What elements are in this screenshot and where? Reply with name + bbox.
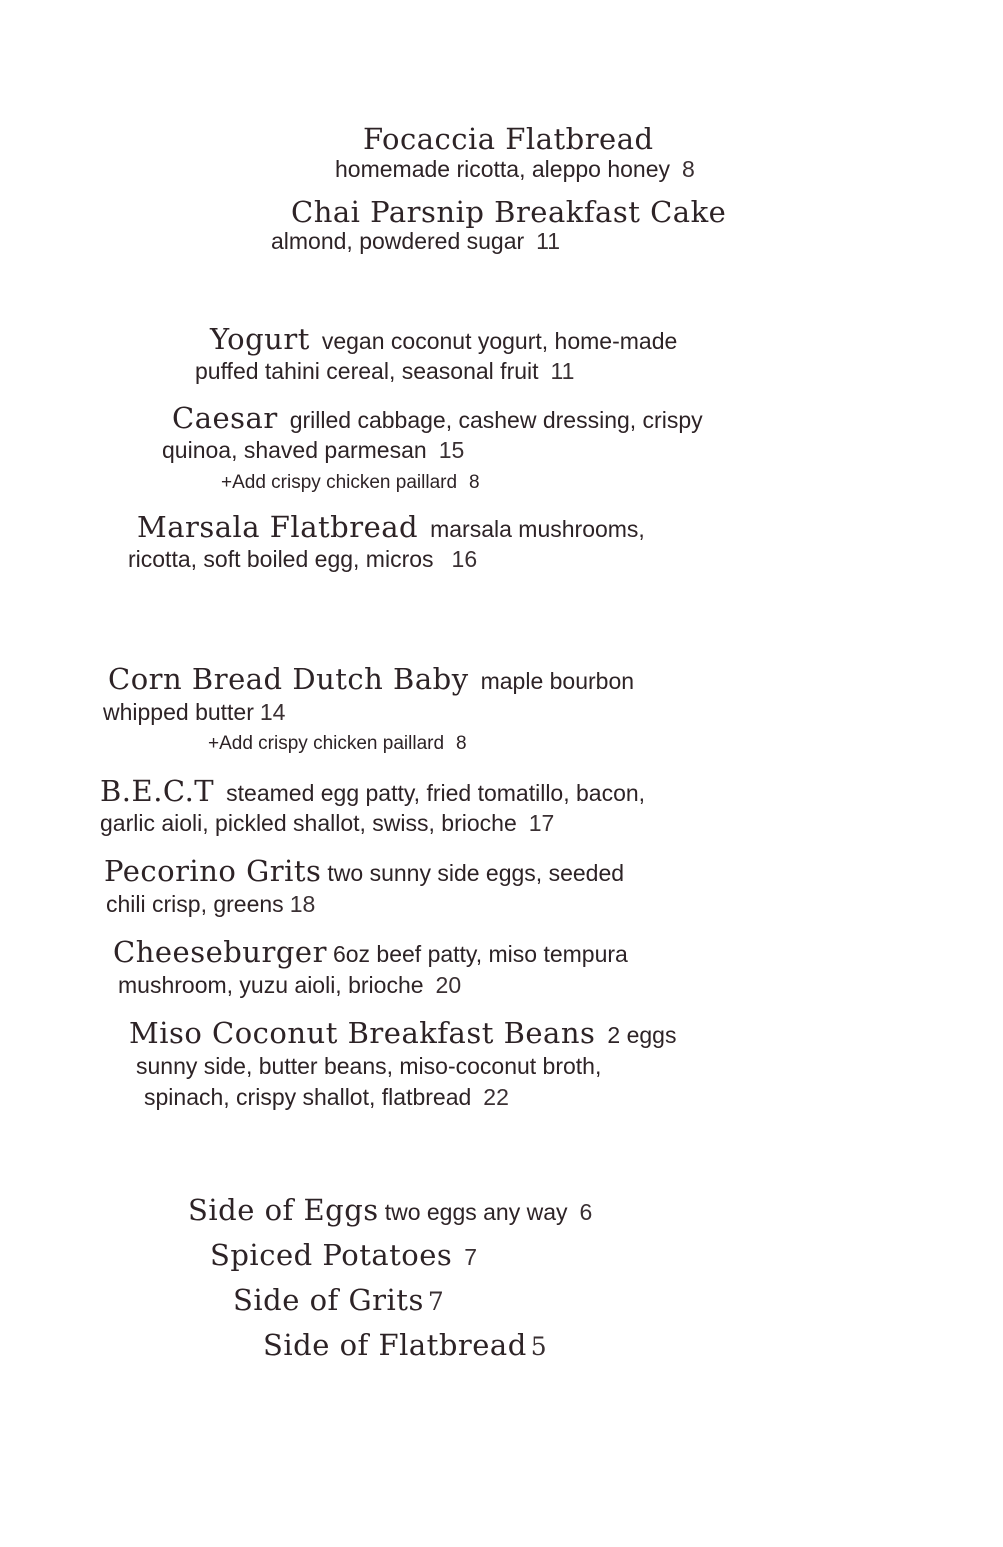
- dish-description: vegan coconut yogurt, home-made: [321, 328, 678, 354]
- menu-item-bect: [100, 774, 646, 808]
- dish-price: 8: [682, 156, 695, 182]
- dish-name: Corn Bread Dutch Baby: [108, 662, 469, 696]
- dish-price: 22: [483, 1084, 509, 1110]
- addon-price: 8: [456, 733, 467, 754]
- menu-item-focaccia-flatbread: [363, 122, 654, 156]
- menu-item-cheeseburger-desc: [118, 974, 461, 997]
- menu-item-caesar: [172, 401, 703, 435]
- dish-price: 14: [259, 699, 286, 725]
- menu-item-grits-desc: [106, 893, 315, 916]
- dish-name: Caesar: [172, 401, 278, 435]
- dish-description: homemade ricotta, aleppo honey: [335, 156, 670, 182]
- dish-name: Side of Flatbread: [263, 1328, 527, 1362]
- dish-name: Focaccia Flatbread: [363, 122, 654, 156]
- menu-item-miso-coconut-beans: [129, 1016, 677, 1050]
- dish-description: grilled cabbage, cashew dressing, crispy: [289, 407, 703, 433]
- menu-item-beans-desc: [144, 1086, 509, 1109]
- dish-description: garlic aioli, pickled shallot, swiss, brioche: [100, 810, 517, 836]
- dish-price: 15: [438, 437, 465, 463]
- dish-name: Side of Eggs: [188, 1193, 379, 1227]
- menu-item-marsala-flatbread: [137, 510, 645, 544]
- dish-price: 6: [579, 1199, 593, 1225]
- menu-item-caesar-desc: [162, 439, 464, 462]
- dish-price: 7: [464, 1244, 478, 1270]
- dish-description: 2 eggs: [607, 1022, 677, 1048]
- menu-item-spiced-potatoes: [210, 1238, 478, 1272]
- dish-name: Cheeseburger: [113, 935, 327, 969]
- menu-item-marsala-desc: [128, 548, 477, 571]
- menu-item-corn-bread-dutch-baby: [108, 662, 635, 696]
- menu-item-yogurt-desc: [195, 360, 574, 383]
- menu-item-cheeseburger: [113, 935, 628, 969]
- dish-description: chili crisp, greens: [106, 891, 284, 917]
- dish-name: Chai Parsnip Breakfast Cake: [291, 195, 727, 229]
- dish-description: steamed egg patty, fried tomatillo, bacon,: [226, 780, 646, 806]
- menu-item-pecorino-grits: [104, 854, 625, 888]
- menu-item-focaccia-desc: [335, 158, 695, 181]
- menu-item-side-of-flatbread: [263, 1328, 547, 1362]
- dish-description: mushroom, yuzu aioli, brioche: [118, 972, 424, 998]
- menu-addon-chicken: [208, 734, 467, 753]
- dish-name: Side of Grits: [233, 1283, 424, 1317]
- dish-name: Spiced Potatoes: [210, 1238, 453, 1272]
- dish-price: 11: [550, 358, 575, 384]
- menu-item-side-of-eggs: [188, 1193, 593, 1227]
- dish-price: 5: [530, 1332, 547, 1361]
- dish-name: Marsala Flatbread: [137, 510, 419, 544]
- dish-price: 11: [536, 228, 561, 254]
- menu-item-chai-desc: [271, 230, 560, 253]
- dish-price: 7: [427, 1287, 444, 1316]
- dish-name: B.E.C.T: [100, 774, 215, 808]
- dish-price: 16: [451, 546, 478, 572]
- dish-price: 17: [528, 810, 555, 836]
- dish-description: 6oz beef patty, miso tempura: [332, 941, 628, 967]
- dish-price: 20: [435, 972, 462, 998]
- dish-description: maple bourbon: [480, 668, 635, 694]
- menu-item-chai-parsnip-cake: [291, 195, 727, 229]
- dish-description: ricotta, soft boiled egg, micros: [128, 546, 434, 572]
- dish-description: puffed tahini cereal, seasonal fruit: [195, 358, 539, 384]
- dish-description: spinach, crispy shallot, flatbread: [144, 1084, 472, 1110]
- menu-item-yogurt: [210, 322, 678, 356]
- dish-description: marsala mushrooms,: [430, 516, 645, 542]
- addon-price: 8: [469, 472, 480, 493]
- dish-description: two eggs any way: [384, 1199, 568, 1225]
- dish-description: quinoa, shaved parmesan: [162, 437, 427, 463]
- menu-item-beans-desc: [136, 1055, 601, 1078]
- menu-item-dutch-baby-desc: [103, 701, 285, 724]
- dish-description: almond, powdered sugar: [271, 228, 525, 254]
- dish-description: whipped butter: [103, 699, 254, 725]
- menu-item-side-of-grits: [233, 1283, 444, 1317]
- dish-name: Miso Coconut Breakfast Beans: [129, 1016, 596, 1050]
- dish-name: Yogurt: [210, 322, 310, 356]
- dish-name: Pecorino Grits: [104, 854, 322, 888]
- menu-item-bect-desc: [100, 812, 554, 835]
- addon-label: +Add crispy chicken paillard: [221, 472, 458, 493]
- addon-label: +Add crispy chicken paillard: [208, 733, 445, 754]
- dish-description: two sunny side eggs, seeded: [327, 860, 625, 886]
- dish-description: sunny side, butter beans, miso-coconut broth,: [136, 1053, 602, 1079]
- menu-addon-chicken: [221, 473, 480, 492]
- dish-price: 18: [289, 891, 316, 917]
